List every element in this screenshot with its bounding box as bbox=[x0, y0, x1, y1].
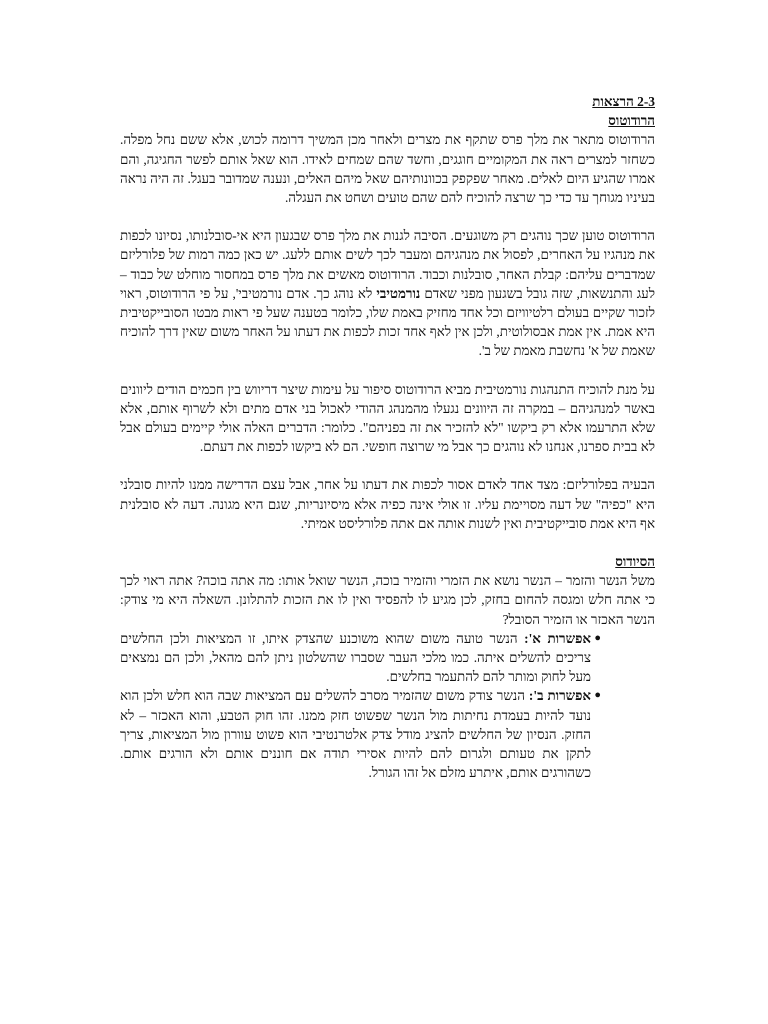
option-label: אפשרות ב': bbox=[528, 688, 592, 704]
paragraph-normative-example: על מנת להוכיח התנהגות נורמטיבית מביא הרודוטוס סיפור על עימות שיצר דריווש בין חכמים הודים ליוונים באשר למנהגיהם – במקרה זה היוונים נגעלו מהמנהג ההודי לאכול בני אדם מתים ולא לשרוף אותם, אלא שלא התרעמו אלא רק ביקשו "לא להזכיר את זה בפניהם". כלומר: הדברים האלה אולי קיימים בעולם אבל לא בבית ספרנו, אנחנו לא נוהגים כך אבל מי שרוצה חופשי. הם לא ביקשו לכפות את דעתם. bbox=[120, 381, 655, 455]
bullet-icon: ● bbox=[594, 689, 601, 702]
paragraph-pluralism-problem: הבעיה בפלורליזם: מצד אחד לאדם אסור לכפות את דעתו על אחר, אבל עצם הדרישה ממנו להיות סובלני היא "כפיה" של דעה מסויימת עליו. זו אולי אינה כפיה אלא מיסיונריות, שגם היא מגונה. דעה לא סובלנית אף היא אמת סובייקטיבית ואין לשנות אותה אם אתה פלורליסט אמיתי. bbox=[120, 477, 655, 531]
document-page bbox=[120, 92, 655, 783]
paragraph-text: לא נוהג כך. אדם נורמטיבי', על פי הרודוטוס, ראוי לזכור שקיים בעולם רלטיוויזם וכל אחד מחזיק באמת שלו, כלומר בטענה שעל פי ראות מבטו הסובייקטיבית היא אמת. אין אמת אבסולוטית, ולכן אין לאף אחד זכות לכפות את דעתו על האחר משום שאין דרך להוכיח שאמת של א' נחשבת מאמת של ב'. bbox=[120, 285, 655, 359]
paragraph-gap bbox=[120, 361, 655, 380]
section-heading-herodotus: הרודוטוס bbox=[608, 113, 655, 129]
list-item-option-a bbox=[120, 629, 655, 687]
paragraph-herodotus-claim bbox=[120, 226, 655, 360]
paragraph-gap bbox=[120, 533, 655, 552]
option-text: הנשר טועה משום שהוא משוכנע שהצדק איתו, זו המציאות ולכן החלשים צריכים להשלים איתה. כמו מלכי העבר שסברו שהשלטון ניתן להם מהאל, ולכן הם נמצאים מעל לחוק ומותר להם להתעמר בחלשים. bbox=[120, 630, 591, 685]
paragraph-gap bbox=[120, 207, 655, 226]
document-title: 2-3 הרצאות bbox=[592, 94, 655, 109]
paragraph-gap bbox=[120, 456, 655, 475]
paragraph-text: הרודוטוס טוען שכך נוהגים רק משוגעים. הסיבה לגנות את מלך פרס שבגעון היא אי-סובלנותו, נסיונו לכפות את מנהגיו על האחרים, לפסול את מנהגיהם ומעבר לכך לשים אותם ללעג. יש כאן כמה רמות של פלורליזם שמדברים עליהם: קבלת האחר, סובלנות וכבוד. הרודוטוס מאשים את מלך פרס במחסור מוחלט של כבוד – לעג והתנשאות, שזה גובל בשגעון מפני שאדם bbox=[120, 228, 655, 301]
bullet-icon: ● bbox=[594, 631, 601, 644]
option-text: הנשר צודק משום שהזמיר מסרב להשלים עם המציאות שבה הוא חלש ולכן הוא נועד להיות בעמדת נחיתות מול הנשר שפשוט חזק ממנו. זהו חוק הטבע, והוא האכזר – לא החזק. הנסיון של החלשים להציג מודל צדק אלטרנטיבי הוא פשוט עוורון מול המציאות, צריך לתקן את טעותם ולגרום להם להיות אסירי תודה אם חוננים אותם ולא הורגים אותם. כשהורגים אותם, איתרע מזלם אל זהו הגורל. bbox=[120, 688, 591, 781]
list-item-option-b bbox=[120, 686, 655, 782]
paragraph-herodotus-story: הרודוטוס מתאר את מלך פרס שתקף את מצרים ולאחר מכן המשיך דרומה לכוש, אלא ששם נחל מפלה. כשחזר למצרים ראה את המקומיים חוגגים, וחשד שהם שמחים לאידו. הוא שאל אותם לפשר החגיגה, והם אמרו שהגיע היום לאלים. מאחר שפקפק בכוונותיהם שאל מיהם האלים, ונענה שמדובר בעגל. זה היה נראה בעיניו מגוחך עד כדי כך שרצה להוכיח להם שהם טועים ושחט את העגלה. bbox=[120, 132, 655, 206]
options-list bbox=[120, 629, 655, 783]
option-label: אפשרות א': bbox=[524, 630, 591, 646]
bold-term: נורמטיבי bbox=[376, 285, 421, 301]
section-heading-hesiod: הסיודוס bbox=[615, 554, 655, 570]
paragraph-fable: משל הנשר והזמר – הנשר נושא את הזמרי והזמיר בוכה, הנשר שואל אותו: מה אתה בוכה? אתה ראוי לכך כי אתה חלש ומגסה להחום בחזק, לכן מגיע לו להפסיד ואין לו את הזכות להתלונן. השאלה היא מי צודק: הנשר האכזר או הזמיר הסובל? bbox=[120, 573, 655, 627]
